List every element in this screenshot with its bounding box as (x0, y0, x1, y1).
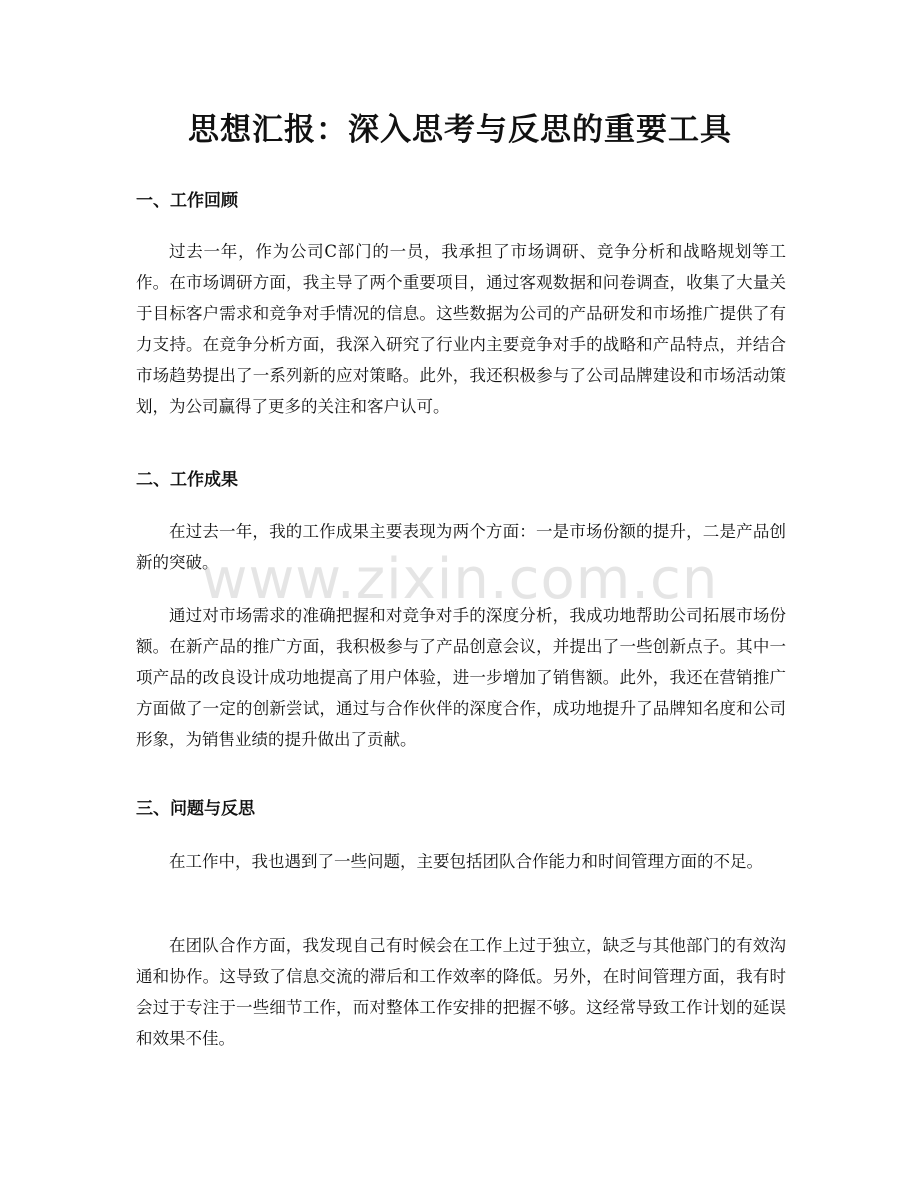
paragraph-work-results-1: 在过去一年，我的工作成果主要表现为两个方面：一是市场份额的提升，二是产品创新的突破。 (136, 522, 786, 572)
watermark: www.zixin.com.cn (201, 547, 719, 612)
paragraph-work-review: 过去一年，作为公司C部门的一员，我承担了市场调研、竞争分析和战略规划等工作。在市场调研方面，我主导了两个重要项目，通过客观数据和问卷调查，收集了大量关于目标客户需求和竞争对手情况的信息。这些数据为公司的产品研发和市场推广提供了有力支持。在竞争分析方面，我深入研究了行业内主要竞争对手的战略和产品特点，并结合市场趋势提出了一系列新的应对策略。此外，我还积极参与了公司品牌建设和市场活动策划，为公司赢得了更多的关注和客户认可。 (136, 242, 786, 416)
section-heading-problems-reflection: 三、问题与反思 (136, 799, 255, 819)
paragraph-problems-2: 在团队合作方面，我发现自己有时候会在工作上过于独立，缺乏与其他部门的有效沟通和协作。这导致了信息交流的滞后和工作效率的降低。另外，在时间管理方面，我有时会过于专注于一些细节工作，而对整体工作安排的把握不够。这经常导致工作计划的延误和效果不佳。 (136, 936, 786, 1048)
section-heading-work-results: 二、工作成果 (136, 470, 238, 490)
paragraph-work-results-2: 通过对市场需求的准确把握和对竞争对手的深度分析，我成功地帮助公司拓展市场份额。在新产品的推广方面，我积极参与了产品创意会议，并提出了一些创新点子。其中一项产品的改良设计成功地提高了用户体验，进一步增加了销售额。此外，我还在营销推广方面做了一定的创新尝试，通过与合作伙伴的深度合作，成功地提升了品牌知名度和公司形象，为销售业绩的提升做出了贡献。 (136, 606, 786, 749)
paragraph-problems-1: 在工作中，我也遇到了一些问题，主要包括团队合作能力和时间管理方面的不足。 (169, 852, 763, 871)
document-title: 思想汇报：深入思考与反思的重要工具 (188, 112, 732, 148)
section-heading-work-review: 一、工作回顾 (136, 191, 238, 211)
